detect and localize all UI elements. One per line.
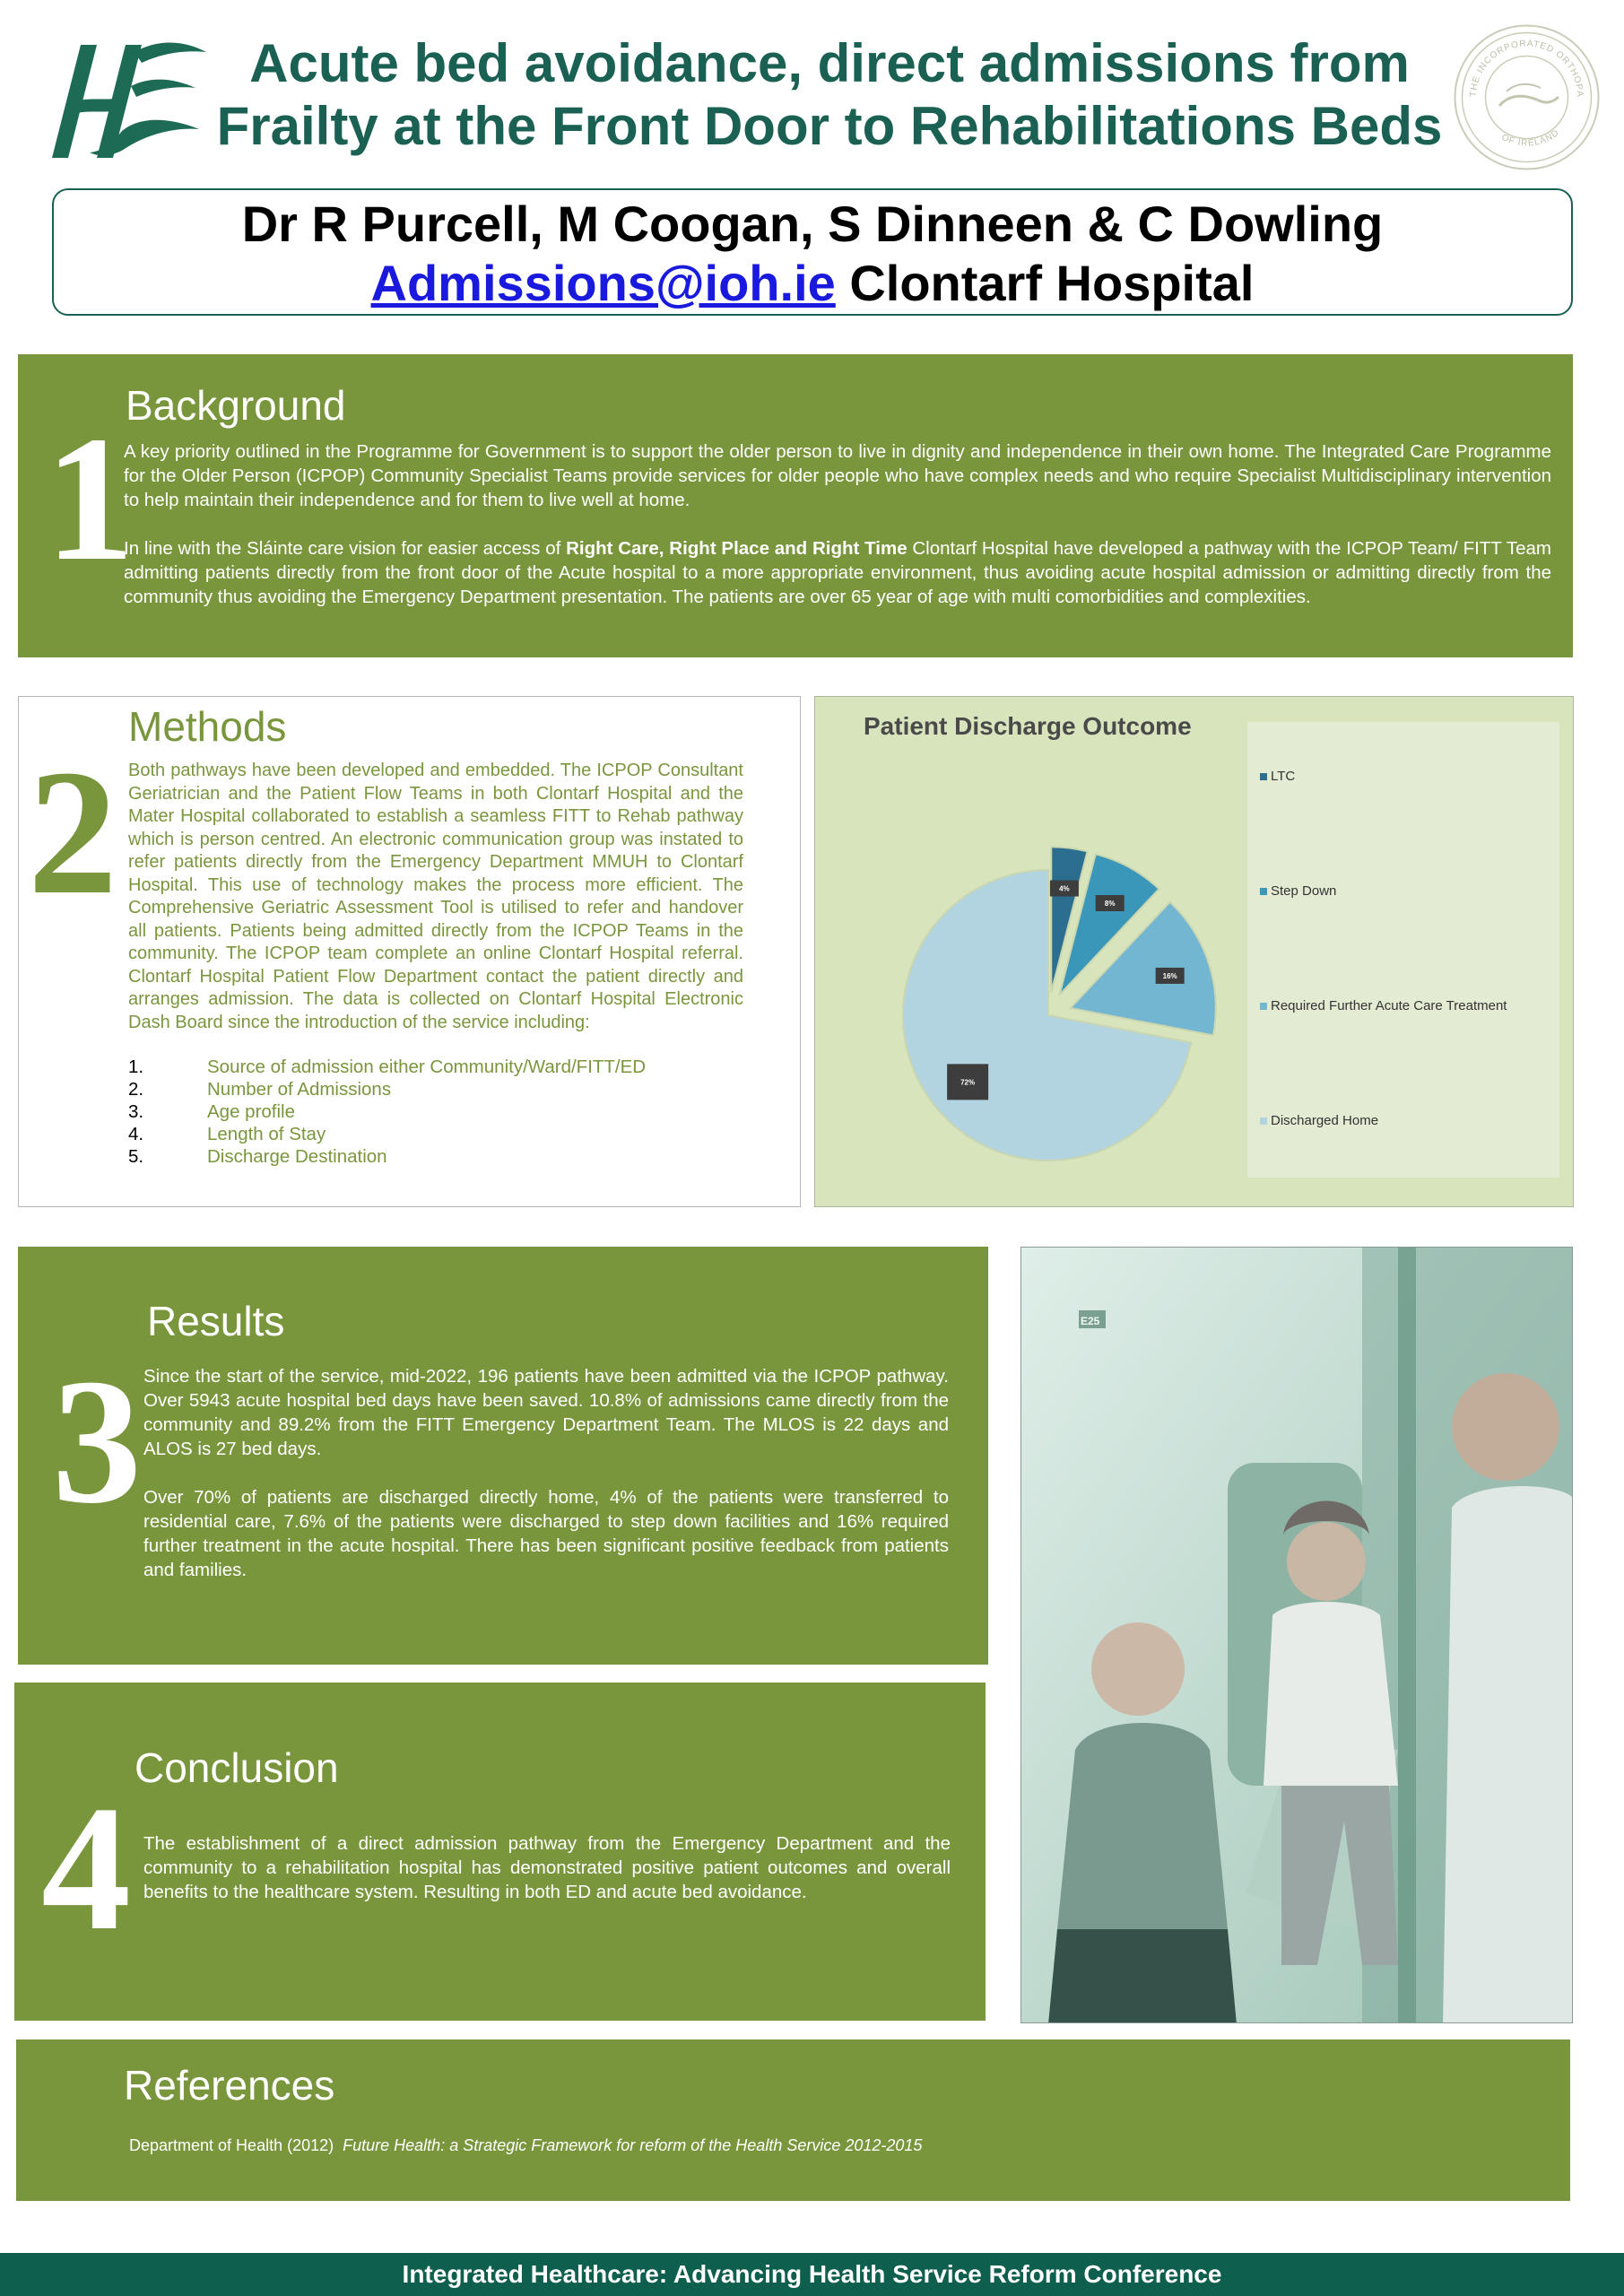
legend-entry: Discharged Home bbox=[1271, 1113, 1379, 1128]
background-para-1: A key priority outlined in the Programme for Government is to support the older person to live in dignity and independence in their own home. The Integrated Care Programme for the Older Person (ICPOP) Community Specialist Teams provide services for older people who have complex needs and who require Specialist Multidisciplinary intervention to help maintain their independence and for them to live well at home. bbox=[124, 441, 1551, 510]
poster-title bbox=[215, 32, 1444, 158]
results-section bbox=[18, 1247, 988, 1665]
background-para-2-start: In line with the Sláinte care vision for easier access of bbox=[124, 538, 567, 559]
list-item bbox=[128, 1145, 756, 1168]
list-item-text: Discharge Destination bbox=[207, 1146, 387, 1167]
conclusion-body: The establishment of a direct admission pathway from the Emergency Department and the community to a rehabilitation hospital has demonstrated positive patient outcomes and overall benefits to the healthcare system. Resulting in both ED and acute bed avoidance. bbox=[143, 1833, 951, 1902]
section-number-4: 4 bbox=[41, 1770, 131, 1968]
list-item bbox=[128, 1078, 756, 1100]
methods-list bbox=[128, 1056, 756, 1168]
title-line-2: Frailty at the Front Door to Rehabilitations Beds bbox=[216, 96, 1443, 156]
legend-entry: LTC bbox=[1271, 769, 1296, 784]
references-heading: References bbox=[124, 2062, 335, 2109]
pie-data-label: 72% bbox=[960, 1078, 976, 1087]
authors-line: Dr R Purcell, M Coogan, S Dinneen & C Dowling bbox=[241, 196, 1384, 252]
legend-swatch bbox=[1260, 1003, 1267, 1010]
contact-line bbox=[54, 254, 1571, 313]
list-item bbox=[128, 1056, 756, 1078]
authors-box bbox=[52, 188, 1573, 316]
list-item-text: Age profile bbox=[207, 1101, 296, 1122]
references-section bbox=[16, 2039, 1570, 2201]
legend-swatch bbox=[1260, 773, 1267, 780]
legend-background bbox=[1247, 722, 1559, 1178]
legend-swatch bbox=[1260, 888, 1267, 895]
list-item bbox=[128, 1100, 756, 1123]
seal-text-bottom: OF IRELAND bbox=[1499, 127, 1562, 149]
results-para-1: Since the start of the service, mid-2022, 196 patients have been admitted via the ICPOP pathway. Over 5943 acute hospital bed days have been saved. 10.8% of admissions came directly from the community and 89.2% from the FITT Emergency Department Team. The MLOS is 22 days and ALOS is 27 bed days. bbox=[143, 1366, 949, 1459]
reference-title: Future Health: a Strategic Framework for reform of the Health Service 2012-2015 bbox=[343, 2136, 923, 2154]
patient-photo bbox=[1020, 1247, 1573, 2023]
conclusion-section bbox=[14, 1683, 986, 2021]
list-item-number: 1. bbox=[128, 1057, 144, 1077]
background-para-2 bbox=[124, 536, 1551, 609]
conference-footer: Integrated Healthcare: Advancing Health Service Reform Conference bbox=[0, 2253, 1624, 2296]
reference-entry bbox=[129, 2136, 922, 2155]
pie-data-label: 4% bbox=[1059, 884, 1070, 893]
email-link[interactable]: Admissions@ioh.ie bbox=[370, 255, 836, 311]
background-para-2-end: Clontarf Hospital have developed a pathway with the ICPOP Team/ FITT Team admitting patients directly from the front door of the Acute hospital to a more appropriate environment, thus avoiding acute hospital admission or admitting directly from the community thus avoiding the Emergency Department presentation. The patients are over 65 year of age with multi comorbidities and complexities. bbox=[124, 538, 1551, 607]
title-line-1: Acute bed avoidance, direct admissions from bbox=[249, 33, 1410, 93]
list-item bbox=[128, 1123, 756, 1145]
hse-logo bbox=[34, 32, 213, 167]
results-heading: Results bbox=[147, 1298, 285, 1344]
legend-entry: Step Down bbox=[1271, 883, 1337, 899]
hospital-seal bbox=[1453, 23, 1601, 171]
pie-data-label: 16% bbox=[1162, 971, 1177, 980]
methods-section bbox=[18, 696, 801, 1207]
seal-text-top: THE INCORPORATED ORTHOPA bbox=[1468, 39, 1585, 99]
methods-heading: Methods bbox=[128, 703, 287, 750]
list-item-number: 4. bbox=[128, 1124, 144, 1144]
list-item-text: Number of Admissions bbox=[207, 1079, 392, 1100]
legend-entry: Required Further Acute Care Treatment bbox=[1271, 998, 1507, 1013]
background-heading: Background bbox=[126, 382, 346, 429]
list-item-number: 3. bbox=[128, 1101, 144, 1122]
discharge-pie-chart bbox=[815, 697, 1575, 1208]
results-para-2: Over 70% of patients are discharged directly home, 4% of the patients were transferred to residential care, 7.6% of the patients were discharged to step down facilities and 16% required further treatment in the acute hospital. There has been significant positive feedback from patients and families. bbox=[143, 1487, 949, 1580]
svg-text:THE INCORPORATED ORTHOPAEDIC H bbox=[1453, 23, 1585, 98]
wall-sign-label: E25 bbox=[1081, 1315, 1100, 1327]
chart-title: Patient Discharge Outcome bbox=[864, 712, 1192, 740]
reference-author: Department of Health (2012) bbox=[129, 2136, 334, 2154]
pie-data-label: 8% bbox=[1104, 900, 1116, 909]
section-number-3: 3 bbox=[52, 1343, 142, 1541]
list-item-text: Length of Stay bbox=[207, 1124, 326, 1144]
list-item-number: 5. bbox=[128, 1146, 144, 1167]
background-para-2-bold: Right Care, Right Place and Right Time bbox=[566, 538, 908, 559]
discharge-chart bbox=[814, 696, 1574, 1207]
results-body bbox=[143, 1364, 949, 1582]
background-body bbox=[124, 439, 1551, 609]
hospital-name: Clontarf Hospital bbox=[849, 255, 1255, 311]
list-item-number: 2. bbox=[128, 1079, 144, 1100]
conclusion-heading: Conclusion bbox=[135, 1744, 339, 1791]
section-number-1: 1 bbox=[45, 400, 135, 598]
background-section bbox=[18, 354, 1573, 657]
methods-body: Both pathways have been developed and embedded. The ICPOP Consultant Geriatrician and the Patient Flow Teams in both Clontarf Hospital and the Mater Hospital collaborated to establish a seamless FITT to Rehab pathway which is person centred. An electronic communication group was instated to refer patients directly from the Emergency Department MMUH to Clontarf Hospital. This use of technology makes the process more efficient. The Comprehensive Geriatric Assessment Tool is utilised to refer and handover all patients. Patients being admitted directly from the ICPOP Teams in the community. The ICPOP team complete an online Clontarf Hospital referral. Clontarf Hospital Patient Flow Department contact the patient directly and arranges admission. The data is collected on Clontarf Hospital Electronic Dash Board since the introduction of the service including: bbox=[128, 761, 743, 1032]
legend-swatch bbox=[1260, 1118, 1267, 1125]
section-number-2: 2 bbox=[28, 734, 117, 932]
list-item-text: Source of admission either Community/Ward/FITT/ED bbox=[207, 1057, 647, 1077]
